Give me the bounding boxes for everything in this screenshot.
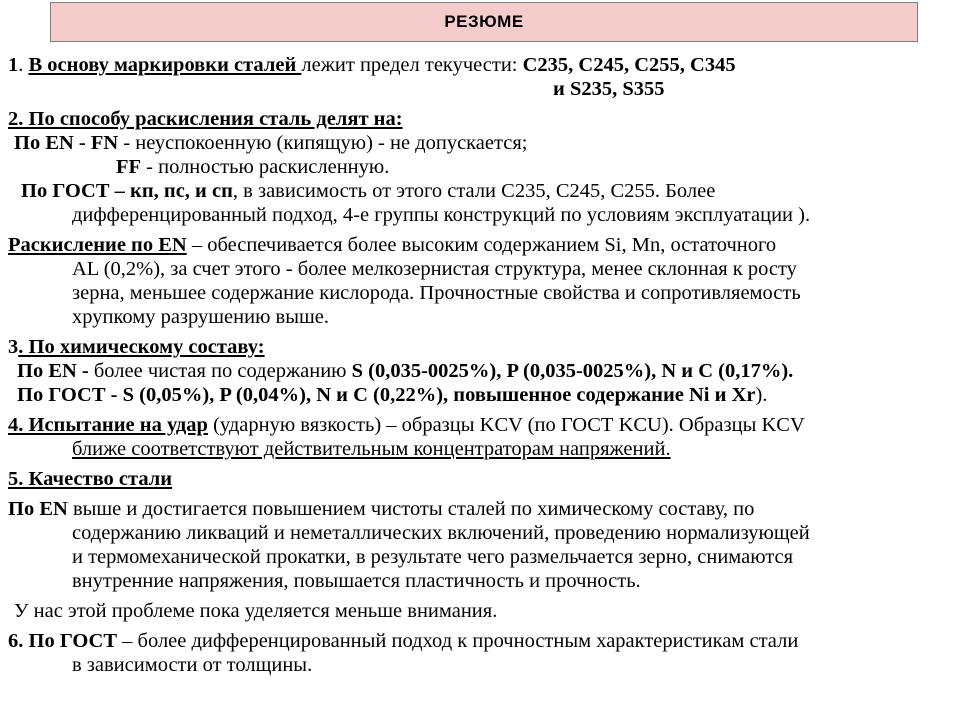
- s5-heading: 5. Качество стали: [8, 468, 173, 490]
- section-1-line-1: [8, 53, 956, 77]
- s1-heading: В основу маркировки сталей: [28, 54, 302, 76]
- s4-heading: 4. Испытание на удар: [8, 414, 208, 436]
- section-3-heading: [8, 335, 956, 359]
- section-4-line-1: [8, 413, 956, 437]
- s2-ff-line: [8, 155, 956, 179]
- s1-grades: С235, С245, С255, С345: [522, 54, 736, 76]
- section-1-line-2: [8, 77, 956, 101]
- s2-gost-text-2: дифференцированный подход, 4-е группы конструкций по условиям эксплуатации ).: [72, 204, 811, 226]
- s5-text-1: выше и достигается повышением чистоты сталей по химическому составу, по: [67, 498, 755, 520]
- s5-text-2: содержанию ликваций и неметаллических включений, проведению нормализующей: [72, 522, 810, 544]
- s4-text-1: (ударную вязкость) – образцы KCV (по ГОСТ KCU). Образцы KCV: [207, 414, 805, 436]
- section-4-line-2: [8, 437, 956, 461]
- s2-gost-line-2: [8, 203, 956, 227]
- section-2-heading: [8, 107, 956, 131]
- page-title: РЕЗЮМЕ: [444, 12, 524, 31]
- s2-deox-text-3: зерна, меньшее содержание кислорода. Прочностные свойства и сопротивляемость: [72, 282, 801, 304]
- s2-heading: 2. По способу раскисления сталь делят на:: [8, 108, 403, 130]
- s1-dot: .: [18, 54, 29, 76]
- s2-deox-line-1: [8, 233, 956, 257]
- s3-gost-label: По ГОСТ -: [17, 384, 123, 406]
- s2-deox-text-1: – обеспечивается более высоким содержанием Si, Mn, остаточного: [186, 234, 777, 256]
- s6-text-1: – более дифференцированный подход к прочностным характеристикам стали: [117, 630, 799, 652]
- s2-gost-label: По ГОСТ – кп, пс, и сп: [21, 180, 233, 202]
- s3-en-text: более чистая по содержанию: [93, 360, 352, 382]
- s2-deox-label: Раскисление по EN: [8, 234, 187, 256]
- s2-deox-line-4: [8, 305, 956, 329]
- s5-note-line: [8, 599, 956, 623]
- s2-en-label: По EN - FN: [14, 132, 119, 154]
- s3-gost-values: S (0,05%), P (0,04%), N и C (0,22%), повышенное содержание Ni и Xr: [122, 384, 756, 406]
- s2-deox-line-3: [8, 281, 956, 305]
- s3-en-line: [8, 359, 956, 383]
- section-5-heading: [8, 467, 956, 491]
- s5-line-4: [8, 569, 956, 593]
- s3-heading: . По химическому составу:: [18, 336, 265, 358]
- s5-text-3: и термомеханической прокатки, в результате чего размельчается зерно, снимаются: [72, 546, 794, 568]
- s3-number: 3: [8, 336, 19, 358]
- s2-en-fn-text: - неуспокоенную (кипящую) - не допускается;: [118, 132, 528, 154]
- s5-note: У нас этой проблеме пока уделяется меньше внимания.: [14, 600, 498, 622]
- s5-line-1: [8, 497, 956, 521]
- s1-and: и: [553, 78, 570, 100]
- section-6-line-1: [8, 629, 956, 653]
- s4-text-2: ближе соответствуют действительным концентраторам напряжений.: [72, 438, 671, 460]
- s2-deox-text-2: AL (0,2%), за счет этого - более мелкозернистая структура, менее склонная к росту: [72, 258, 797, 280]
- s1-number: 1: [8, 54, 19, 76]
- s3-en-values: S (0,035-0025%), P (0,035-0025%), N и C (0,17%).: [351, 360, 794, 382]
- s2-gost-line-1: [8, 179, 956, 203]
- s2-ff-label: FF: [116, 156, 142, 178]
- title-banner: [50, 2, 918, 42]
- s2-deox-line-2: [8, 257, 956, 281]
- s6-heading: 6. По ГОСТ: [8, 630, 118, 652]
- s2-gost-text-1: , в зависимость от этого стали С235, С245, С255. Более: [232, 180, 716, 202]
- s5-line-2: [8, 521, 956, 545]
- s5-text-4: внутренние напряжения, повышается пластичность и прочность.: [72, 570, 641, 592]
- s3-gost-line: [8, 383, 956, 407]
- s3-en-label: По EN -: [17, 360, 94, 382]
- s5-line-3: [8, 545, 956, 569]
- s2-en-fn-line: [8, 131, 956, 155]
- s1-text: лежит предел текучести:: [301, 54, 523, 76]
- summary-body: [8, 53, 956, 677]
- s2-ff-text: - полностью раскисленную.: [141, 156, 390, 178]
- s2-deox-text-4: хрупкому разрушению выше.: [72, 306, 329, 328]
- s1-grades-en: S235, S355: [569, 78, 665, 100]
- s6-text-2: в зависимости от толщины.: [72, 654, 313, 676]
- s5-en-label: По EN: [8, 498, 68, 520]
- s3-gost-end: ).: [755, 384, 768, 406]
- section-6-line-2: [8, 653, 956, 677]
